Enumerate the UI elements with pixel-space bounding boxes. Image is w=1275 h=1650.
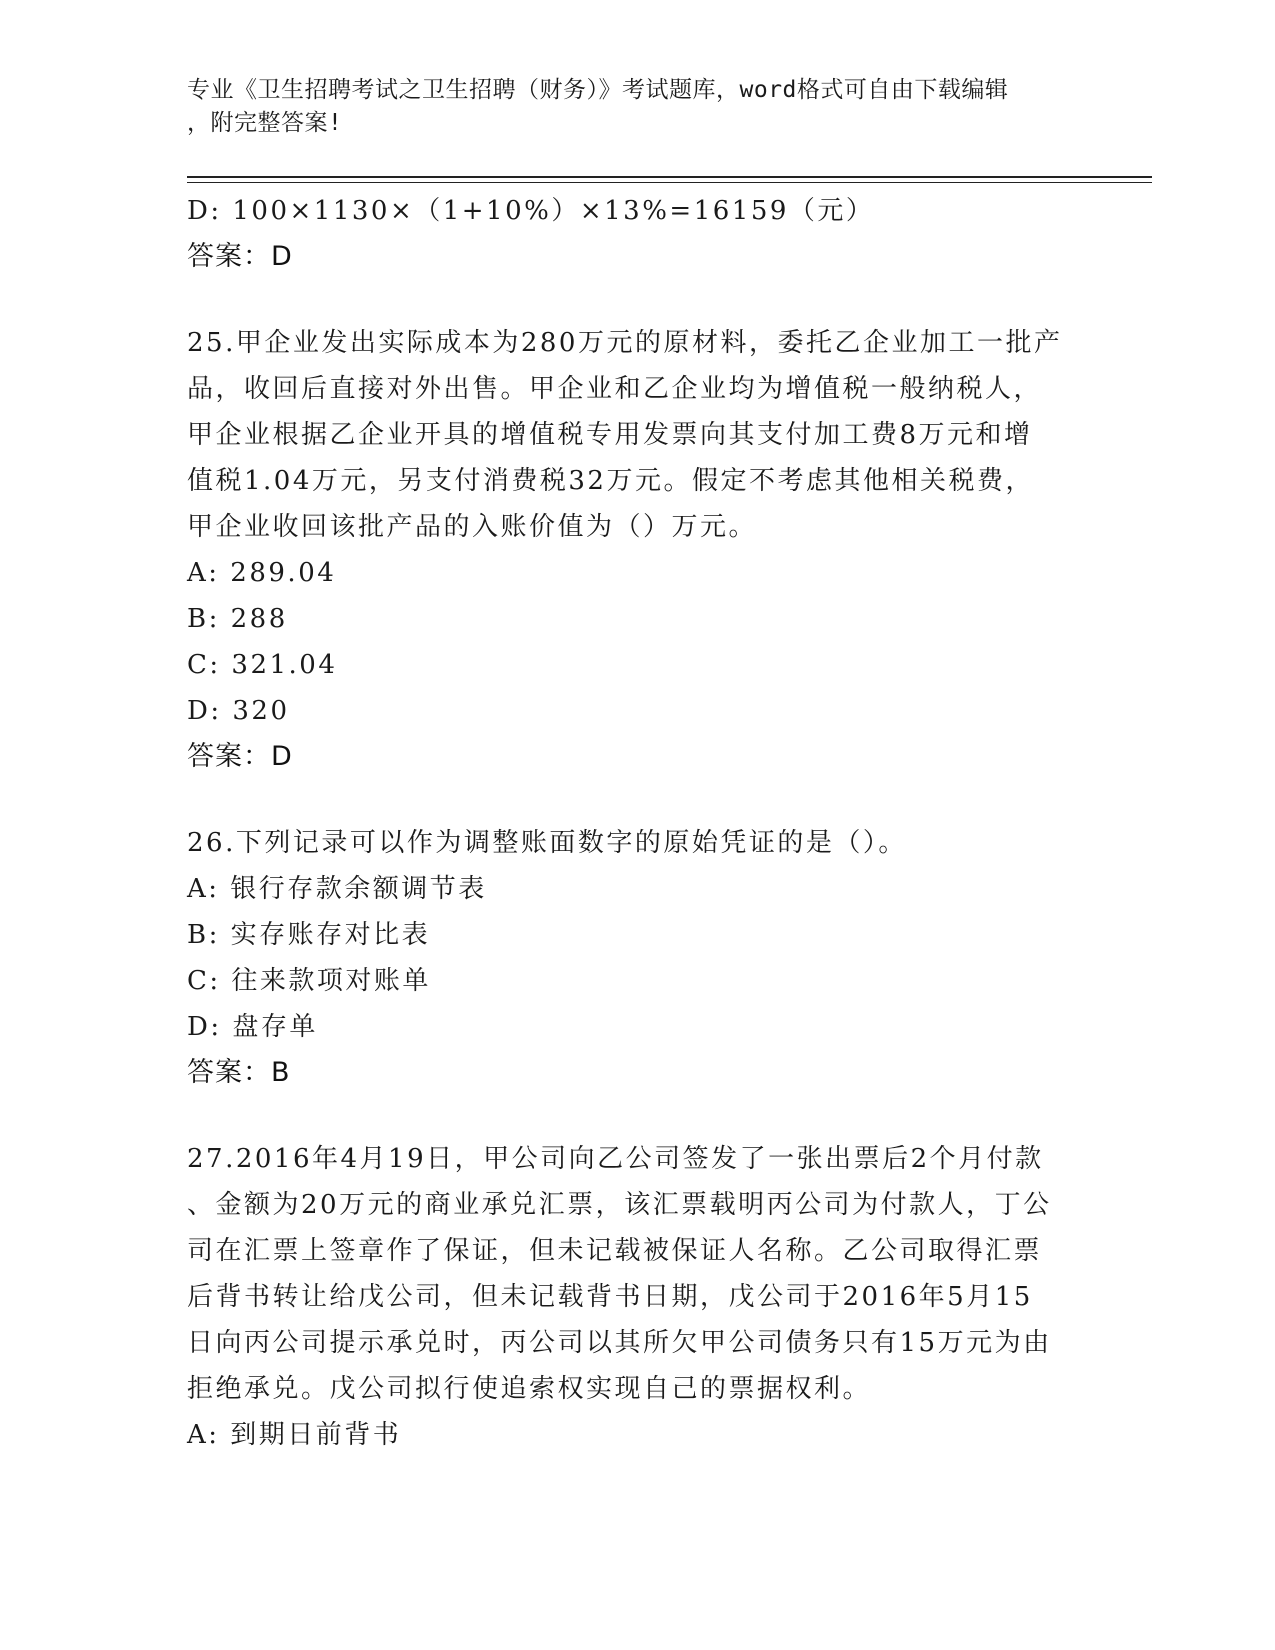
option-line: B: 实存账存对比表 bbox=[187, 920, 431, 950]
question-stem-line: 日向丙公司提示承兑时，丙公司以其所欠甲公司债务只有15万元为由 bbox=[187, 1328, 1052, 1358]
option-line: A: 289.04 bbox=[187, 558, 337, 588]
answer-line: 答案：D bbox=[187, 741, 293, 772]
document-body bbox=[187, 188, 1087, 1458]
question-stem-line: 后背书转让给戊公司，但未记载背书日期，戊公司于2016年5月15 bbox=[187, 1282, 1033, 1312]
question-stem-line: 品，收回后直接对外出售。甲企业和乙企业均为增值税一般纳税人， bbox=[187, 374, 1043, 404]
option-line: D: 100×1130×（1+10%）×13%=16159（元） bbox=[187, 196, 875, 226]
option-line: A: 银行存款余额调节表 bbox=[187, 874, 487, 904]
question-stem-line: 25.甲企业发出实际成本为280万元的原材料，委托乙企业加工一批产 bbox=[187, 328, 1063, 358]
question-stem-line: 拒绝承兑。戊公司拟行使追索权实现自己的票据权利。 bbox=[187, 1374, 872, 1404]
option-line: C: 321.04 bbox=[187, 650, 338, 680]
header-divider bbox=[187, 182, 1152, 183]
option-line: C: 往来款项对账单 bbox=[187, 966, 431, 996]
page-header bbox=[187, 74, 1067, 140]
question-25 bbox=[187, 320, 1087, 780]
question-stem-line: 、金额为20万元的商业承兑汇票，该汇票载明丙公司为付款人，丁公 bbox=[187, 1190, 1052, 1220]
question-stem-line: 26.下列记录可以作为调整账面数字的原始凭证的是（）。 bbox=[187, 828, 907, 858]
spacer bbox=[187, 280, 1087, 320]
answer-line: 答案：B bbox=[187, 1057, 291, 1088]
question-stem-line: 司在汇票上签章作了保证，但未记载被保证人名称。乙公司取得汇票 bbox=[187, 1236, 1043, 1266]
option-line: D: 盘存单 bbox=[187, 1012, 318, 1042]
question-stem-line: 甲企业根据乙企业开具的增值税专用发票向其支付加工费8万元和增 bbox=[187, 420, 1033, 450]
question-stem-line: 27.2016年4月19日，甲公司向乙公司签发了一张出票后2个月付款 bbox=[187, 1144, 1044, 1174]
header-line: ，附完整答案! bbox=[187, 110, 343, 136]
option-line: B: 288 bbox=[187, 604, 288, 634]
option-line: A: 到期日前背书 bbox=[187, 1420, 402, 1450]
question-stem-line: 值税1.04万元，另支付消费税32万元。假定不考虑其他相关税费， bbox=[187, 466, 1034, 496]
header-divider bbox=[187, 176, 1152, 178]
question-26 bbox=[187, 820, 1087, 1096]
answer-line: 答案：D bbox=[187, 241, 293, 272]
header-line: 专业《卫生招聘考试之卫生招聘（财务）》考试题库，word格式可自由下载编辑 bbox=[187, 77, 1009, 103]
question-27 bbox=[187, 1136, 1087, 1458]
option-line: D: 320 bbox=[187, 696, 290, 726]
question-stem-line: 甲企业收回该批产品的入账价值为（）万元。 bbox=[187, 512, 758, 542]
spacer bbox=[187, 1096, 1087, 1136]
spacer bbox=[187, 780, 1087, 820]
